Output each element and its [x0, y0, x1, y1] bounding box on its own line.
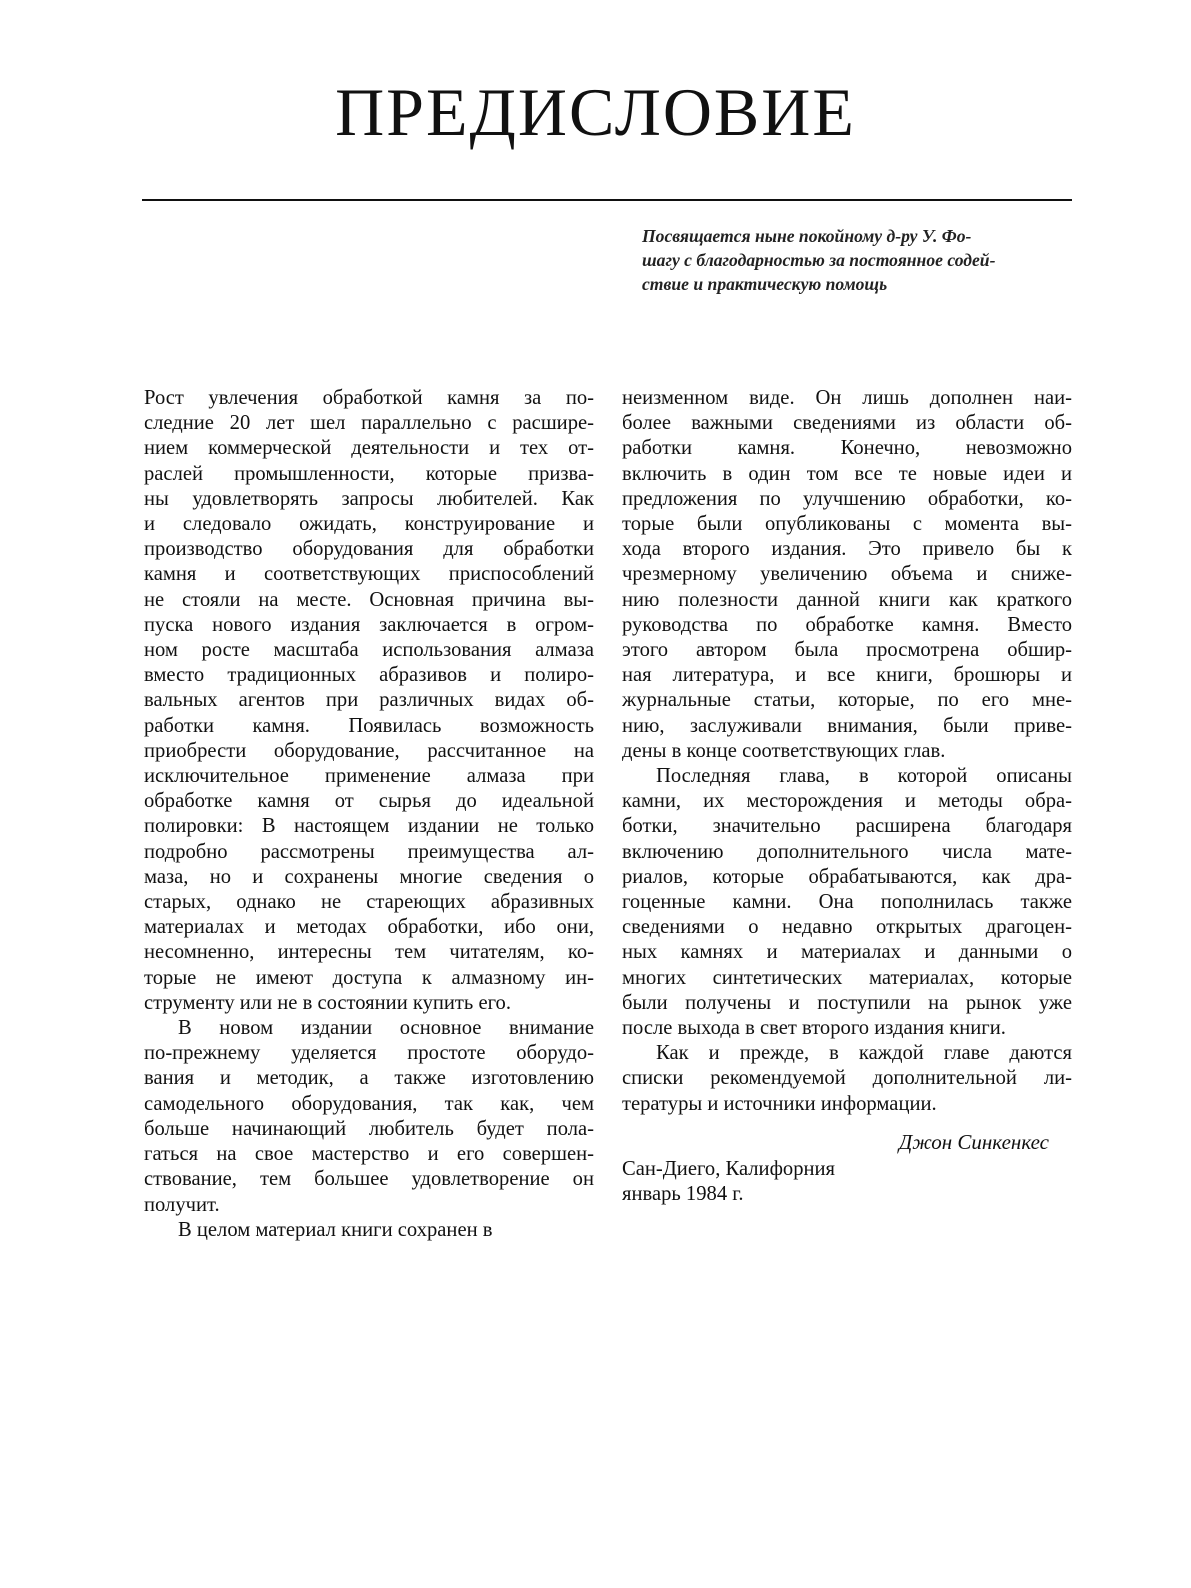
dedication-line: Посвящается ныне покойному д-ру У. Фо- — [642, 226, 972, 246]
text-line: пуска нового издания заключается в огром- — [144, 613, 594, 636]
place: Сан-Диего, Калифорния — [622, 1158, 836, 1180]
text-line: гаться на свое мастерство и его совершен- — [144, 1143, 594, 1166]
paragraph — [144, 1016, 594, 1218]
text-line: ботки, значительно расширена благодаря — [622, 815, 1072, 838]
text-line: раслей промышленности, которые призва- — [144, 462, 594, 485]
text-line: струменту или не в состоянии купить его. — [144, 991, 511, 1014]
text-line: и следовало ожидать, конструирование и — [144, 513, 594, 536]
paragraph — [622, 1041, 1072, 1117]
text-line: ном росте масштаба использования алмаза — [144, 639, 594, 662]
text-line: обработке камня от сырья до идеальной — [144, 790, 594, 813]
text-line: несомненно, интересны тем читателям, ко- — [144, 941, 594, 964]
dedication — [642, 224, 1072, 296]
text-line: производство оборудования для обработки — [144, 538, 594, 561]
text-line: В целом материал книги сохранен в — [178, 1218, 493, 1241]
text-line: маза, но и сохранены многие сведения о — [144, 865, 594, 888]
text-line: материалах и методах обработки, ибо они, — [144, 916, 594, 939]
text-line: камня и соответствующих приспособлений — [144, 563, 594, 586]
author-signature: Джон Синкенкес — [898, 1130, 1049, 1154]
text-line: работки камня. Конечно, невозможно — [622, 437, 1072, 460]
paragraph — [622, 764, 1072, 1041]
text-line: многих синтетических материалах, которые — [622, 966, 1072, 989]
text-line: дены в конце соответствующих глав. — [622, 739, 946, 762]
paragraph — [144, 386, 594, 1016]
page-title: ПРЕДИСЛОВИЕ — [335, 74, 856, 150]
text-line: журнальные статьи, которые, по его мне- — [622, 689, 1072, 712]
text-line: нием коммерческой деятельности и тех от- — [144, 437, 594, 460]
text-line: чрезмерному увеличению объема и сниже- — [622, 563, 1072, 586]
text-line: Рост увлечения обработкой камня за по- — [144, 387, 594, 409]
text-line: старых, однако не стареющих абразивных — [144, 891, 594, 914]
text-line: ная литература, и все книги, брошюры и — [622, 664, 1072, 687]
date: январь 1984 г. — [622, 1183, 744, 1206]
text-line: больше начинающий любитель будет пола- — [144, 1117, 594, 1140]
text-line: самодельного оборудования, так как, чем — [144, 1092, 594, 1115]
text-line: приобрести оборудование, рассчитанное на — [144, 739, 594, 762]
text-line: риалов, которые обрабатываются, как дра- — [622, 865, 1072, 888]
text-line: торые были опубликованы с момента вы- — [622, 513, 1072, 536]
title-divider — [142, 199, 1072, 201]
text-line: камни, их месторождения и методы обра- — [622, 790, 1072, 813]
text-line: вальных агентов при различных видах об- — [144, 689, 594, 712]
place-and-date — [622, 1157, 835, 1207]
text-line: работки камня. Появилась возможность — [144, 714, 594, 737]
text-line: гоценные камни. Она пополнилась также — [622, 891, 1072, 914]
text-line: торые не имеют доступа к алмазному ин- — [144, 966, 594, 989]
text-line: этого автором была просмотрена обшир- — [622, 639, 1072, 662]
text-line: вместо традиционных абразивов и полиро- — [144, 664, 594, 687]
text-line: списки рекомендуемой дополнительной ли- — [622, 1067, 1072, 1090]
text-line: исключительное применение алмаза при — [144, 765, 594, 788]
text-line: тературы и источники информации. — [622, 1092, 937, 1115]
text-line: нию полезности данной книги как краткого — [622, 588, 1072, 611]
text-line: Последняя глава, в которой описаны — [656, 765, 1072, 788]
text-line: В новом издании основное внимание — [178, 1017, 594, 1040]
text-line: вания и методик, а также изготовлению — [144, 1067, 594, 1090]
text-line: после выхода в свет второго издания книги. — [622, 1017, 1006, 1040]
paragraph — [622, 386, 1072, 764]
dedication-line: шагу с благодарностью за постоянное содей- — [642, 250, 996, 270]
text-line: были получены и поступили на рынок уже — [622, 991, 1072, 1014]
left-column — [144, 386, 594, 1243]
paragraph — [144, 1218, 594, 1243]
text-line: нию, заслуживали внимания, были приве- — [622, 714, 1072, 737]
text-line: руководства по обработке камня. Вместо — [622, 613, 1072, 636]
text-line: по-прежнему уделяется простоте оборудо- — [144, 1042, 594, 1065]
text-line: сведениями о недавно открытых драгоцен- — [622, 916, 1072, 939]
text-line: ных камнях и материалах и данными о — [622, 941, 1072, 964]
dedication-line: ствие и практическую помощь — [642, 274, 888, 294]
text-line: включить в один том все те новые идеи и — [622, 462, 1072, 485]
right-column — [622, 386, 1072, 1117]
text-line: предложения по улучшению обработки, ко- — [622, 487, 1072, 510]
text-line: ствование, тем большее удовлетворение он — [144, 1168, 594, 1191]
text-line: более важными сведениями из области об- — [622, 412, 1072, 435]
text-line: ны удовлетворять запросы любителей. Как — [144, 487, 594, 510]
text-line: полировки: В настоящем издании не только — [144, 815, 594, 838]
text-line: подробно рассмотрены преимущества ал- — [144, 840, 594, 863]
text-line: не стояли на месте. Основная причина вы- — [144, 588, 594, 611]
text-line: Как и прежде, в каждой главе даются — [656, 1042, 1072, 1065]
text-line: получит. — [144, 1193, 220, 1216]
text-line: следние 20 лет шел параллельно с расшире- — [144, 412, 594, 435]
text-line: хода второго издания. Это привело бы к — [622, 538, 1072, 561]
text-line: включению дополнительного числа мате- — [622, 840, 1072, 863]
text-line: неизменном виде. Он лишь дополнен наи- — [622, 387, 1072, 409]
